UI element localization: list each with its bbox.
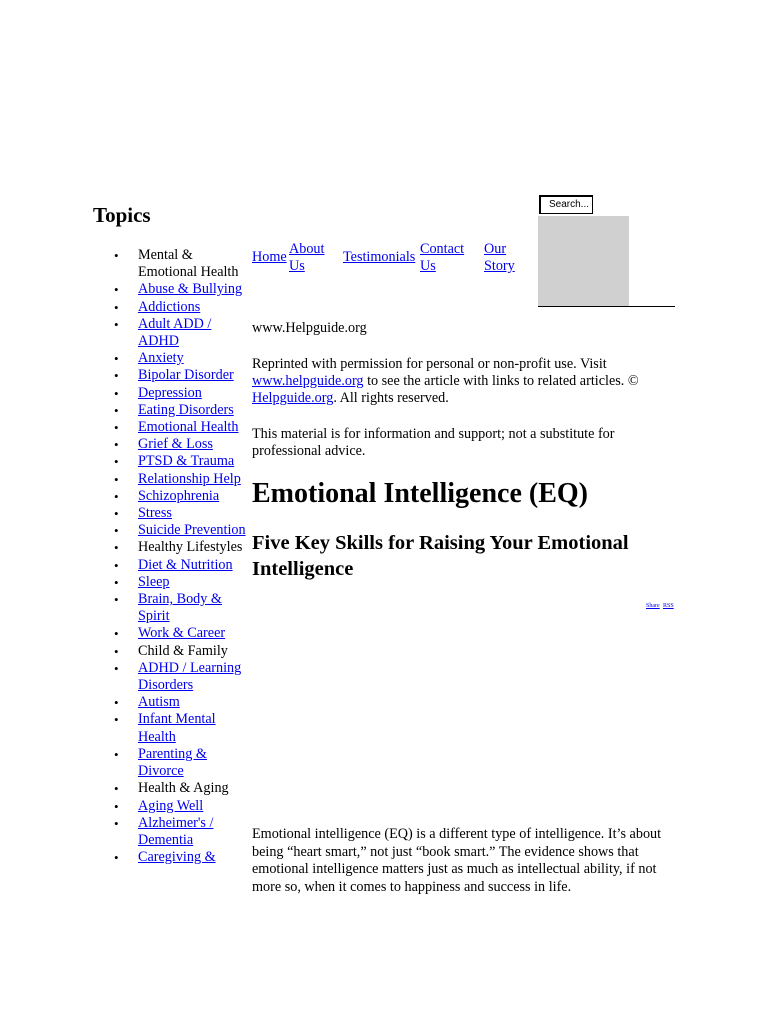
topic-item bbox=[114, 436, 254, 453]
topic-link[interactable]: Bipolar Disorder bbox=[138, 367, 234, 384]
nav-about-link[interactable] bbox=[289, 241, 324, 275]
topic-item bbox=[114, 557, 254, 574]
topic-item bbox=[114, 849, 254, 866]
topic-link[interactable]: Autism bbox=[138, 694, 180, 711]
site-name: www.Helpguide.org bbox=[252, 320, 367, 336]
nav-story-link[interactable] bbox=[484, 241, 515, 275]
topic-item bbox=[114, 625, 254, 642]
topic-link[interactable]: Stress bbox=[138, 505, 172, 522]
topic-link[interactable]: Anxiety bbox=[138, 350, 184, 367]
topic-item bbox=[114, 660, 254, 694]
helpguide-copyright-link[interactable]: Helpguide.org bbox=[252, 390, 334, 407]
topics-list bbox=[114, 247, 254, 866]
topic-item bbox=[114, 574, 254, 591]
topic-item bbox=[114, 402, 254, 419]
image-placeholder bbox=[538, 216, 629, 307]
topic-item bbox=[114, 281, 254, 298]
topic-item bbox=[114, 367, 254, 384]
page-title: Emotional Intelligence (EQ) bbox=[252, 478, 588, 509]
topic-link[interactable]: ADHD / Learning Disorders bbox=[138, 659, 242, 694]
disclaimer: This material is for information and support; not a substitute for professional advice. bbox=[252, 426, 615, 460]
topic-link[interactable]: Brain, Body & Spirit bbox=[138, 591, 222, 625]
share-link[interactable]: Share bbox=[646, 603, 660, 609]
nav-contact-line1: Contact bbox=[420, 241, 465, 257]
topic-link[interactable]: Addictions bbox=[138, 298, 201, 315]
topic-category: Healthy Lifestyles bbox=[138, 539, 243, 556]
topic-link[interactable]: Work & Career bbox=[138, 625, 226, 642]
topic-link[interactable]: Caregiving & bbox=[138, 849, 216, 866]
topic-link[interactable]: Sleep bbox=[138, 573, 170, 590]
topic-item bbox=[114, 350, 254, 367]
topic-category: Child & Family bbox=[138, 642, 228, 659]
nav-about-line1: About bbox=[289, 241, 325, 257]
topic-item bbox=[114, 471, 254, 488]
reprint-notice bbox=[252, 356, 682, 408]
topic-item bbox=[114, 316, 254, 350]
topic-item bbox=[114, 453, 254, 470]
topic-link[interactable]: Infant Mental Health bbox=[138, 711, 216, 745]
nav-story-line2: Story bbox=[484, 258, 515, 274]
topic-item bbox=[114, 488, 254, 505]
nav-story-line1: Our bbox=[484, 241, 507, 257]
topic-item bbox=[114, 815, 254, 849]
topic-item bbox=[114, 694, 254, 711]
nav-home-link[interactable]: Home bbox=[252, 249, 287, 265]
reprint-text-2: to see the article with links to related articles. © bbox=[363, 373, 639, 390]
topic-link[interactable]: Abuse & Bullying bbox=[138, 281, 243, 298]
topic-item bbox=[114, 711, 254, 745]
nav-testimonials-link[interactable]: Testimonials bbox=[343, 249, 416, 265]
topic-link[interactable]: Aging Well bbox=[138, 797, 204, 814]
topic-link[interactable]: Alzheimer's / Dementia bbox=[138, 814, 214, 848]
topic-link[interactable]: Depression bbox=[138, 384, 202, 401]
topic-item bbox=[114, 419, 254, 436]
reprint-text-1: Reprinted with permission for personal or non-profit use. Visit bbox=[252, 356, 607, 372]
search-input[interactable]: Search... bbox=[539, 195, 593, 214]
topic-item bbox=[114, 385, 254, 402]
topic-item bbox=[114, 780, 254, 797]
page-subtitle: Five Key Skills for Raising Your Emotional Intelligence bbox=[252, 532, 629, 580]
topic-link[interactable]: Suicide Prevention bbox=[138, 522, 246, 539]
topic-link[interactable]: Parenting & Divorce bbox=[138, 745, 207, 780]
topic-link[interactable]: Emotional Health bbox=[138, 419, 239, 436]
intro-paragraph: Emotional intelligence (EQ) is a different type of intelligence. It’s about being “heart smart,” not just “book smart.” The evidence shows that emotional intelligence matters just as much as intellectual ability, if not more so, when it comes to happiness and success in life. bbox=[252, 826, 662, 895]
topic-link[interactable]: Diet & Nutrition bbox=[138, 556, 233, 573]
topic-link[interactable]: Grief & Loss bbox=[138, 436, 213, 453]
topic-item bbox=[114, 299, 254, 316]
topic-link[interactable]: Adult ADD / ADHD bbox=[138, 315, 212, 350]
topic-item bbox=[114, 643, 254, 660]
sidebar-title: Topics bbox=[93, 203, 151, 227]
topic-item bbox=[114, 247, 254, 281]
topic-item bbox=[114, 591, 254, 625]
topic-item bbox=[114, 746, 254, 780]
divider bbox=[538, 306, 675, 307]
helpguide-link[interactable]: www.helpguide.org bbox=[252, 373, 364, 390]
nav-about-line2: Us bbox=[289, 258, 305, 274]
reprint-text-3: . All rights reserved. bbox=[333, 390, 449, 407]
nav-contact-line2: Us bbox=[420, 258, 436, 274]
topic-link[interactable]: PTSD & Trauma bbox=[138, 453, 235, 470]
topic-link[interactable]: Relationship Help bbox=[138, 470, 241, 487]
topic-link[interactable]: Eating Disorders bbox=[138, 401, 234, 418]
topic-item bbox=[114, 522, 254, 539]
topic-link[interactable]: Schizophrenia bbox=[138, 487, 220, 504]
topic-item bbox=[114, 798, 254, 815]
topic-category: Health & Aging bbox=[138, 780, 229, 797]
nav-contact-link[interactable] bbox=[420, 241, 464, 275]
topic-item bbox=[114, 539, 254, 556]
rss-link[interactable]: RSS bbox=[663, 603, 674, 609]
topic-category: Mental & Emotional Health bbox=[138, 247, 239, 281]
topic-item bbox=[114, 505, 254, 522]
